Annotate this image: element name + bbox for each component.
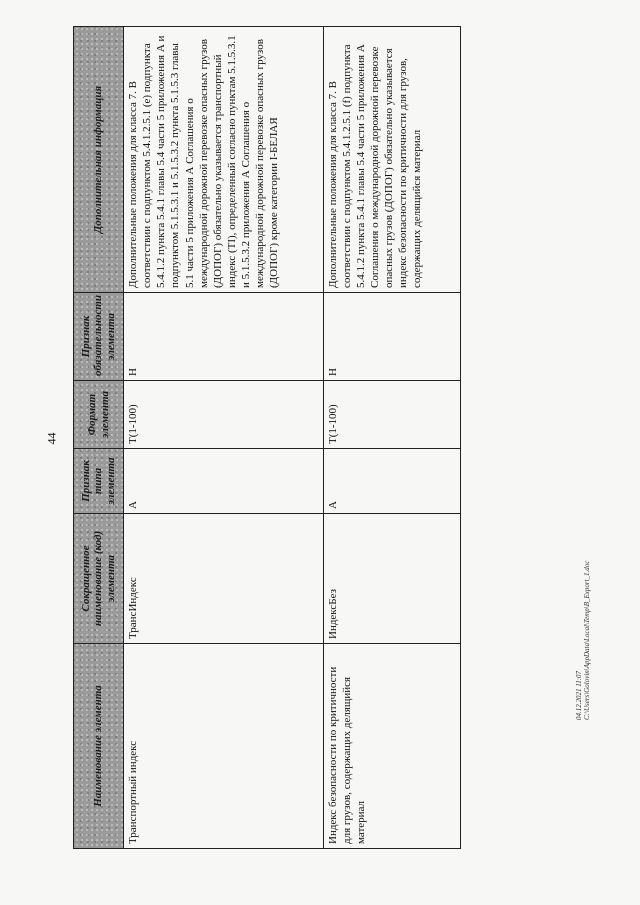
- header-info: Дополнительная информация: [74, 27, 124, 293]
- rotated-table-container: [73, 27, 461, 849]
- element-table: [73, 26, 461, 849]
- cell-format: Т(1-100): [323, 381, 460, 449]
- cell-abbr: ТрансИндекс: [124, 514, 324, 644]
- cell-type: А: [124, 449, 324, 514]
- page-number: 44: [44, 432, 59, 445]
- header-type: Признак типа элемента: [74, 449, 124, 514]
- print-timestamp: 04.12.2021 11:07: [575, 670, 583, 720]
- cell-abbr: ИндексБез: [323, 514, 460, 644]
- header-required: Признак обязательности элемента: [74, 293, 124, 381]
- header-name: Наименование элемента: [74, 644, 124, 849]
- header-format: Формат элемента: [74, 381, 124, 449]
- header-abbr: Сокращенное наименование (код) элемента: [74, 514, 124, 644]
- cell-format: Т(1-100): [124, 381, 324, 449]
- cell-name: Индекс безопасности по критичности для грузов, содержащих делящийся материал: [323, 644, 460, 849]
- cell-info: Дополнительные положения для класса 7. В соответствии с подпунктом 5.4.1.2.5.1 (f) подпункта 5.4.1.2 пункта 5.4.1 главы 5.4 части 5 приложения А Соглашения о международной дорожной перевозке опасных грузов (ДОПОГ) обязательно указывается индекс безопасности по критичности для грузов, содержащих делящийся материал: [323, 27, 460, 293]
- cell-type: А: [323, 449, 460, 514]
- table-row: [323, 27, 460, 849]
- cell-name: Транспортный индекс: [124, 644, 324, 849]
- print-file-path: C:\Users\Golovin\AppData\Local\Temp\B_Export_1.doc: [583, 560, 591, 720]
- table-row: [124, 27, 324, 849]
- table-header-row: [74, 27, 124, 849]
- print-stamp: [575, 561, 591, 720]
- cell-info: Дополнительные положения для класса 7. В соответствии с подпунктом 5.4.1.2.5.1 (е) подпункта 5.4.1.2 пункта 5.4.1 главы 5.4 части 5 приложения А и подпунктом 5.1.5.3.1 и 5.1.5.3.2 пункта 5.1.5.3 главы 5.1 части 5 приложения А Соглашения о международной дорожной перевозке опасных грузов (ДОПОГ) обязательно указывается транспортный индекс (ТI), определенный согласно пунктам 5.1.5.3.1 и 5.1.5.3.2 приложения А Соглашения о международной дорожной перевозке опасных грузов (ДОПОГ) кроме категории I-БЕЛАЯ: [124, 27, 324, 293]
- cell-required: Н: [323, 293, 460, 381]
- cell-required: Н: [124, 293, 324, 381]
